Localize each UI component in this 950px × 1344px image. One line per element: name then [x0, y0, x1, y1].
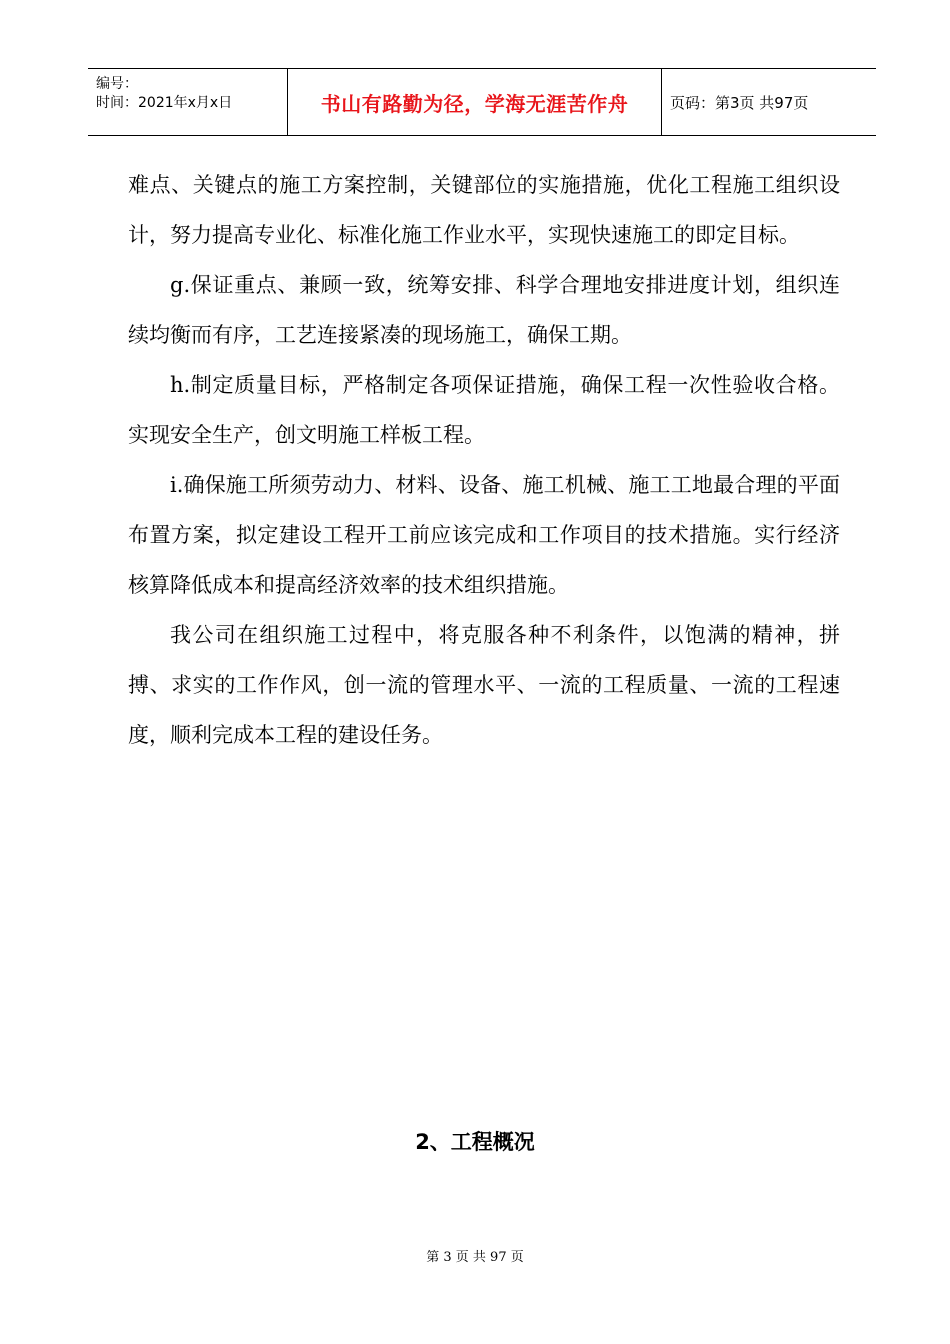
section-title: 2、工程概况 — [415, 1130, 535, 1154]
paragraph-g: g.保证重点、兼顾一致，统筹安排、科学合理地安排进度计划，组织连续均衡而有序，工艺连接紧凑的现场施工，确保工期。 — [128, 273, 840, 347]
paragraph-i: i.确保施工所须劳动力、材料、设备、施工机械、施工工地最合理的平面布置方案，拟定建设工程开工前应该完成和工作项目的技术措施。实行经济核算降低成本和提高经济效率的技术组织措施。 — [128, 473, 840, 597]
paragraph-h: h.制定质量目标，严格制定各项保证措施，确保工程一次性验收合格。实现安全生产，创文明施工样板工程。 — [128, 373, 840, 447]
header-page-info: 页码：第3页 共97页 — [670, 93, 809, 112]
header-meta — [88, 69, 288, 135]
page-footer: 第 3 页 共 97 页 — [426, 1250, 524, 1265]
document-number-label: 编号： — [96, 76, 138, 92]
document-header — [88, 68, 876, 136]
paragraph-continuation: 难点、关键点的施工方案控制，关键部位的实施措施，优化工程施工组织设计，努力提高专业化、标准化施工作业水平，实现快速施工的即定目标。 — [128, 173, 840, 247]
document-time-label: 时间：2021年x月x日 — [96, 95, 233, 111]
header-motto: 书山有路勤为径，学海无涯苦作舟 — [288, 69, 662, 135]
document-body — [128, 160, 840, 760]
paragraph-commitment: 我公司在组织施工过程中，将克服各种不利条件，以饱满的精神，拼搏、求实的工作作风，创一流的管理水平、一流的工程质量、一流的工程速度，顺利完成本工程的建设任务。 — [128, 623, 840, 747]
